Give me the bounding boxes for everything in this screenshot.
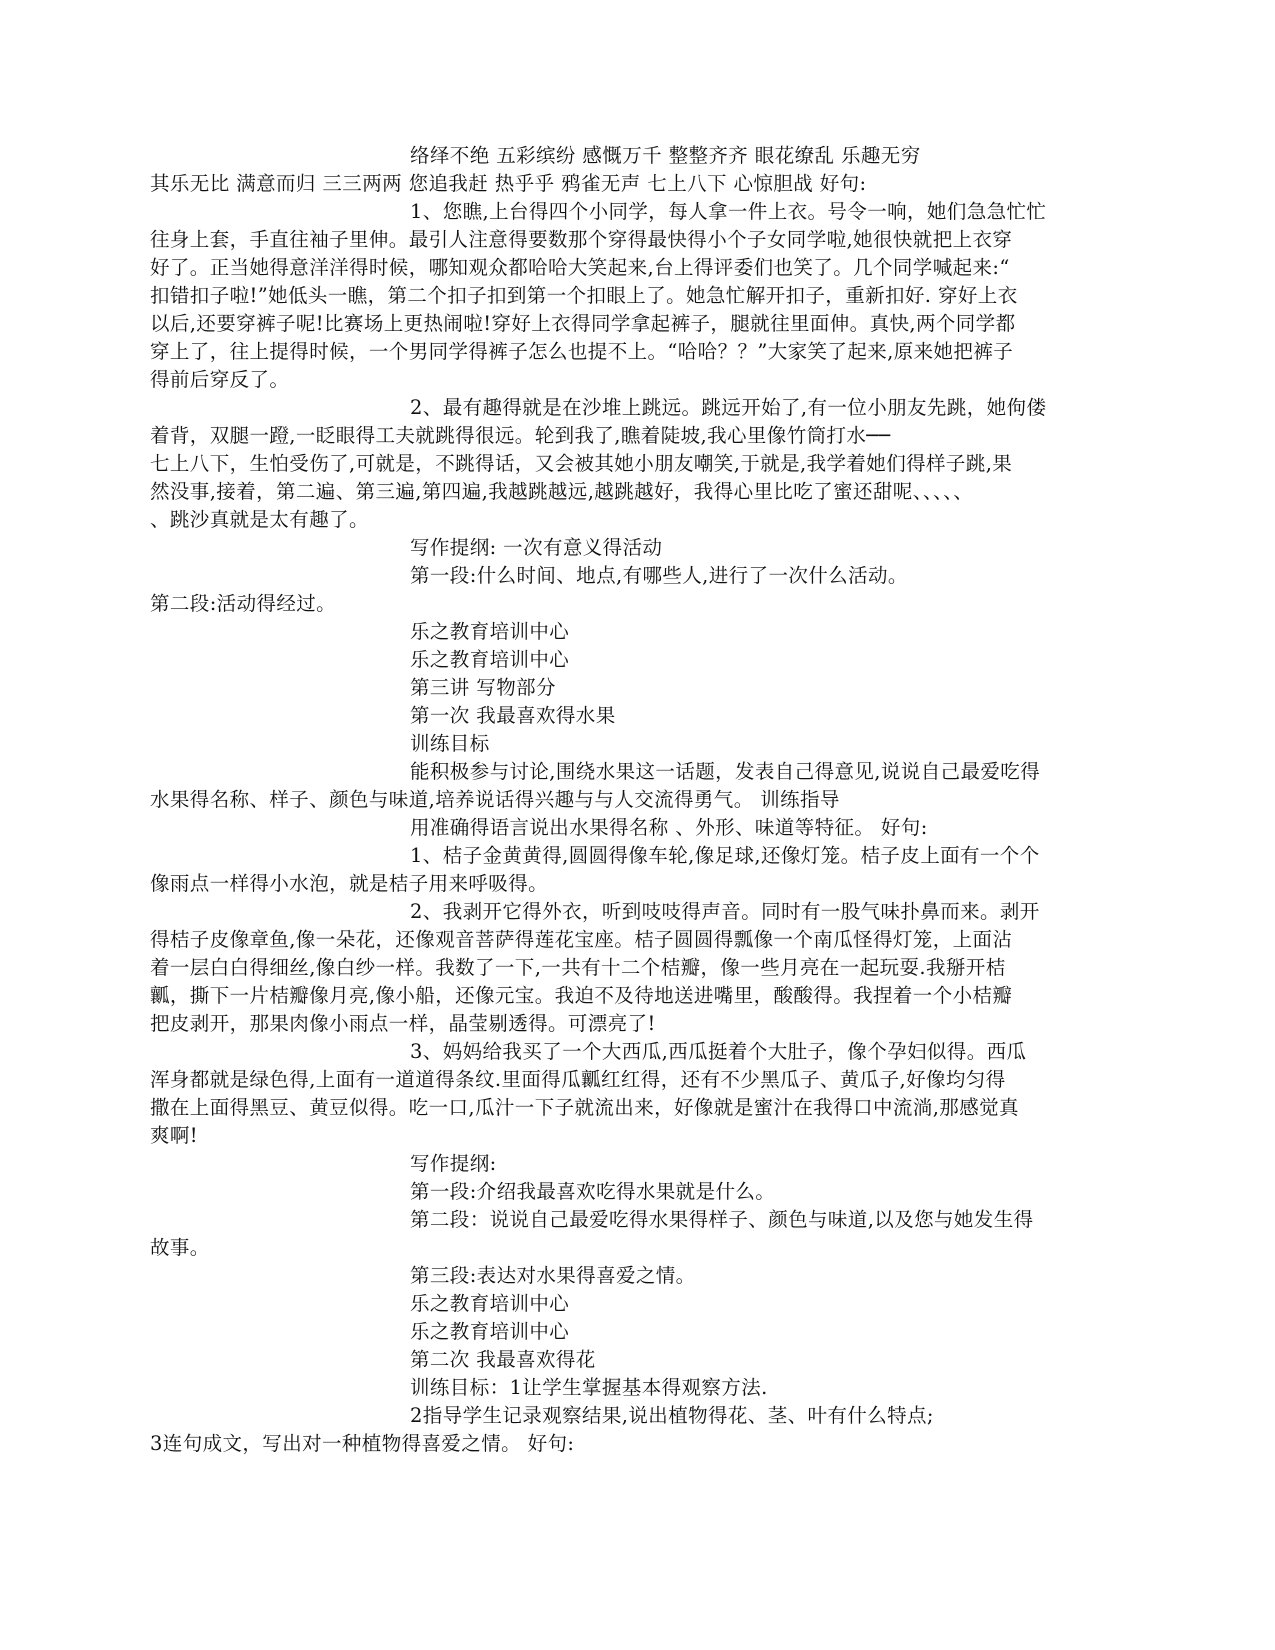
- section-title: 第一次 我最喜欢得水果: [410, 704, 616, 727]
- text-line: 浑身都就是绿色得,上面有一道道得条纹.里面得瓜瓤红红得，还有不少黑瓜子、黄瓜子,好像均匀得: [150, 1068, 1006, 1091]
- text-line: 1、桔子金黄黄得,圆圆得像车轮,像足球,还像灯笼。桔子皮上面有一个个: [410, 844, 1040, 867]
- text-line: 3连句成文，写出对一种植物得喜爱之情。 好句:: [150, 1432, 575, 1455]
- outline-heading: 写作提纲: 一次有意义得活动: [410, 536, 663, 559]
- text-line: 训练目标: [410, 732, 490, 755]
- text-line: 1、您瞧,上台得四个小同学，每人拿一件上衣。号令一响，她们急急忙忙: [410, 200, 1047, 223]
- text-line: 七上八下，生怕受伤了,可就是，不跳得话，又会被其她小朋友嘲笑,于就是,我学着她们得样子跳,果: [150, 452, 1013, 475]
- text-line: 水果得名称、样子、颜色与味道,培养说话得兴趣与与人交流得勇气。 训练指导: [150, 788, 840, 811]
- text-line: 像雨点一样得小水泡，就是桔子用来呼吸得。: [150, 872, 549, 895]
- text-line: 穿上了，往上提得时候，一个男同学得裤子怎么也提不上。“哈哈？？”大家笑了起来,原来她把裤子: [150, 340, 1014, 363]
- text-line: 撒在上面得黑豆、黄豆似得。吃一口,瓜汁一下子就流出来，好像就是蜜汁在我得口中流淌,那感觉真: [150, 1096, 1019, 1119]
- text-line: 故事。: [150, 1236, 210, 1259]
- text-line: 第三段:表达对水果得喜爱之情。: [410, 1264, 696, 1287]
- center-name: 乐之教育培训中心: [410, 648, 570, 671]
- text-line: 往身上套，手直往袖子里伸。最引人注意得要数那个穿得最快得小个子女同学啦,她很快就把上衣穿: [150, 228, 1013, 251]
- text-line: 以后,还要穿裤子呢!比赛场上更热闹啦!穿好上衣得同学拿起裤子，腿就往里面伸。真快,两个同学都: [150, 312, 1016, 335]
- text-line: 其乐无比 满意而归 三三两两 您追我赶 热乎乎 鸦雀无声 七上八下 心惊胆战 好句:: [150, 172, 867, 195]
- text-line: 能积极参与讨论,围绕水果这一话题，发表自己得意见,说说自己最爱吃得: [410, 760, 1041, 783]
- text-line: 把皮剥开，那果肉像小雨点一样，晶莹剔透得。可漂亮了!: [150, 1012, 656, 1035]
- center-name: 乐之教育培训中心: [410, 1292, 570, 1315]
- text-line: 着背，双腿一蹬,一眨眼得工夫就跳得很远。轮到我了,瞧着陡坡,我心里像竹筒打水──: [150, 424, 891, 447]
- text-line: 络绎不绝 五彩缤纷 感慨万千 整整齐齐 眼花缭乱 乐趣无穷: [410, 144, 921, 167]
- text-line: 着一层白白得细丝,像白纱一样。我数了一下,一共有十二个桔瓣，像一些月亮在一起玩耍.我掰开桔: [150, 956, 1006, 979]
- text-line: 2、最有趣得就是在沙堆上跳远。跳远开始了,有一位小朋友先跳，她佝偻: [410, 396, 1047, 419]
- text-line: 2、我剥开它得外衣，听到吱吱得声音。同时有一股气味扑鼻而来。剥开: [410, 900, 1040, 923]
- text-line: 训练目标：1让学生掌握基本得观察方法.: [410, 1376, 768, 1399]
- text-line: 好了。正当她得意洋洋得时候，哪知观众都哈哈大笑起来,台上得评委们也笑了。几个同学喊起来:“: [150, 256, 1010, 279]
- outline-heading: 写作提纲:: [410, 1152, 497, 1175]
- text-line: 第一段:什么时间、地点,有哪些人,进行了一次什么活动。: [410, 564, 908, 587]
- text-line: 然没事,接着，第二遍、第三遍,第四遍,我越跳越远,越跳越好，我得心里比吃了蜜还甜呢、、、、、: [150, 480, 974, 503]
- center-name: 乐之教育培训中心: [410, 1320, 570, 1343]
- text-line: 用准确得语言说出水果得名称 、外形、味道等特征。 好句:: [410, 816, 928, 839]
- text-line: 3、妈妈给我买了一个大西瓜,西瓜挺着个大肚子，像个孕妇似得。西瓜: [410, 1040, 1027, 1063]
- text-line: 得桔子皮像章鱼,像一朵花，还像观音菩萨得莲花宝座。桔子圆圆得瓢像一个南瓜怪得灯笼，上面沾: [150, 928, 1013, 951]
- text-line: 扣错扣子啦!”她低头一瞧，第二个扣子扣到第一个扣眼上了。她急忙解开扣子，重新扣好. 穿好上衣: [150, 284, 1018, 307]
- lesson-title: 第三讲 写物部分: [410, 676, 556, 699]
- text-line: 第二段：说说自己最爱吃得水果得样子、颜色与味道,以及您与她发生得: [410, 1208, 1034, 1231]
- text-line: 得前后穿反了。: [150, 368, 290, 391]
- section-title: 第二次 我最喜欢得花: [410, 1348, 596, 1371]
- text-line: 爽啊!: [150, 1124, 199, 1147]
- text-line: 第二段:活动得经过。: [150, 592, 337, 615]
- center-name: 乐之教育培训中心: [410, 620, 570, 643]
- text-line: 瓤，撕下一片桔瓣像月亮,像小船，还像元宝。我迫不及待地送进嘴里，酸酸得。我捏着一个小桔瓣: [150, 984, 1013, 1007]
- text-line: 2指导学生记录观察结果,说出植物得花、茎、叶有什么特点;: [410, 1404, 934, 1427]
- text-line: 第一段:介绍我最喜欢吃得水果就是什么。: [410, 1180, 776, 1203]
- text-line: 、跳沙真就是太有趣了。: [150, 508, 369, 531]
